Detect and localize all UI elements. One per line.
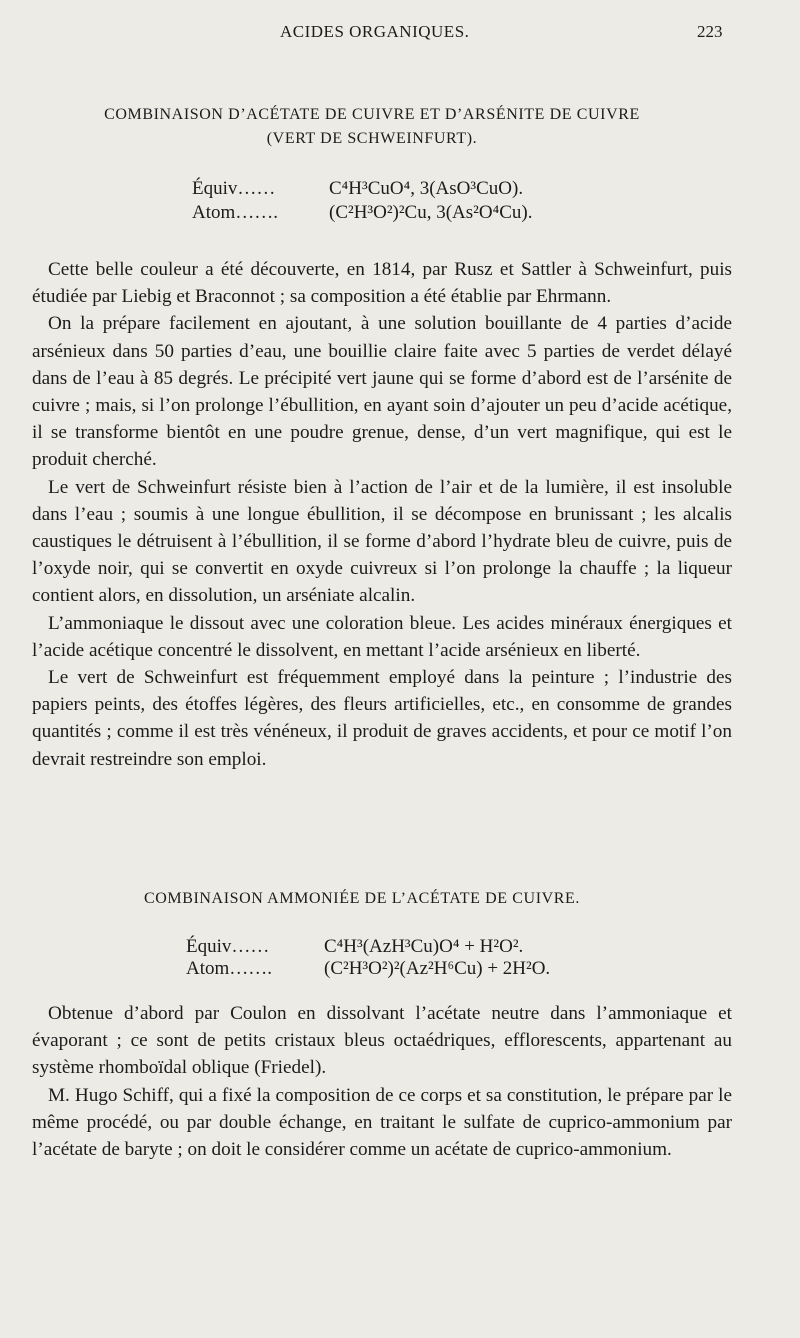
paragraph: Obtenue d’abord par Coulon en dissolvant l’acétate neutre dans l’ammoniaque et évaporant ; ce sont de petits cristaux bleus octaédriques, efflorescents, appartenant au système rhomboïdal oblique (Friedel). <box>32 1003 732 1079</box>
equiv-label: Équiv…… <box>192 178 276 199</box>
paragraph: Cette belle couleur a été découverte, en 1814, par Rusz et Sattler à Schweinfurt, puis étudiée par Liebig et Braconnot ; sa composition a été établie par Ehrmann. <box>32 259 732 308</box>
equiv-formula: C⁴H³CuO⁴, 3(AsO³CuO). <box>329 178 524 199</box>
equiv-label: Équiv…… <box>186 936 270 957</box>
paragraph: Le vert de Schweinfurt est fréquemment employé dans la peinture ; l’industrie des papiers peints, des étoffes légères, des fleurs artificielles, etc., en consomme de grandes quantités ; comme il est très vénéneux, il produit de graves accidents, et pour ce motif l’on devrait restreindre son emploi. <box>32 667 732 770</box>
equiv-formula: C⁴H³(AzH³Cu)O⁴ + H²O². <box>324 936 524 957</box>
section-title-line-2: (VERT DE SCHWEINFURT). <box>266 130 478 147</box>
atom-label: Atom……. <box>186 958 273 979</box>
section-2-title: COMBINAISON AMMONIÉE DE L’ACÉTATE DE CUIVRE. <box>143 890 581 907</box>
atom-label: Atom……. <box>192 202 279 223</box>
section-2-body <box>32 1000 732 1163</box>
paragraph: M. Hugo Schiff, qui a fixé la composition de ce corps et sa constitution, le prépare par le même procédé, ou par double échange, en traitant le sulfate de cuprico-ammonium par l’acétate de baryte ; on doit le considérer comme un acétate de cuprico-ammonium. <box>32 1084 732 1161</box>
section-title-line-1: COMBINAISON D’ACÉTATE DE CUIVRE ET D’ARSÉNITE DE CUIVRE <box>104 106 640 123</box>
page-number: 223 <box>697 22 723 41</box>
paragraph: On la prépare facilement en ajoutant, à une solution bouillante de 4 parties d’acide arsénieux dans 50 parties d’eau, une bouillie claire faite avec 5 parties de verdet délayé dans de l’eau à 85 degrés. Le précipité vert jaune qui se forme d’abord est de l’arsénite de cuivre ; mais, si l’on prolonge l’ébullition, en ayant soin d’ajouter un peu d’acide acétique, il se transforme bientôt en une poudre grenue, dense, d’un vert magnifique, qui est le produit cherché. <box>32 313 732 471</box>
paragraph: Le vert de Schweinfurt résiste bien à l’action de l’air et de la lumière, il est insoluble dans l’eau ; soumis à une longue ébullition, il se décompose en brunissant ; les alcalis caustiques le détruisent à l’ébullition, il se forme d’abord l’hydrate bleu de cuivre, puis de l’oxyde noir, qui se convertit en oxyde cuivreux si l’on prolonge la chauffe ; la liqueur contient alors, en dissolution, un arséniate alcalin. <box>32 476 732 607</box>
running-head <box>0 22 800 48</box>
atom-formula: (C²H³O²)²Cu, 3(As²O⁴Cu). <box>329 202 533 223</box>
atom-formula: (C²H³O²)²(Az²H⁶Cu) + 2H²O. <box>324 958 551 979</box>
running-head-title: ACIDES ORGANIQUES. <box>280 22 470 41</box>
section-1-body <box>32 256 732 773</box>
paragraph: L’ammoniaque le dissout avec une coloration bleue. Les acides minéraux énergiques et l’acide acétique concentré le dissolvent, en mettant l’acide arsénieux en liberté. <box>32 612 732 661</box>
